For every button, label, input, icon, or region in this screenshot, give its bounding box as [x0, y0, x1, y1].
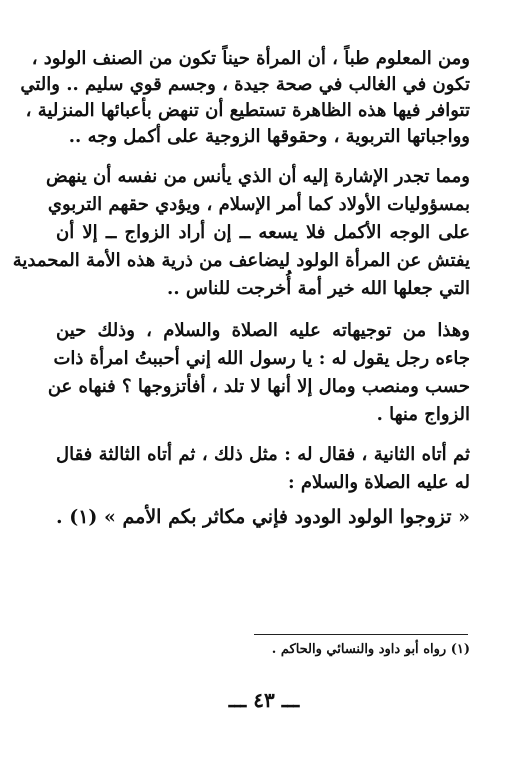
paragraph2-line: بمسؤوليات الأولاد كما أمر الإسلام ، ويؤدي حقهم التربوي: [47, 194, 470, 215]
paragraph3-line: وهذا من توجيهاته عليه الصلاة والسلام ، وذلك حين: [56, 320, 470, 341]
paragraph1-line: تكون في الغالب في صحة جيدة ، وجسم قوي سليم .. والتي: [20, 74, 470, 95]
paragraph1-line: وواجباتها التربوية ، وحقوقها الزوجية على أكمل وجه ..: [68, 126, 470, 147]
paragraph1-line: تتوافر فيها هذه الظاهرة تستطيع أن تنهض بأعبائها المنزلية ،: [25, 100, 470, 121]
paragraph2-line: ومما تجدر الإشارة إليه أن الذي يأنس من نفسه أن ينهض: [45, 166, 470, 187]
paragraph3-line: جاءه رجل يقول له : يا رسول الله إني أحببتُ امرأة ذات: [53, 348, 470, 369]
hadith-quote: « تزوجوا الولود الودود فإني مكاثر بكم الأمم » (١) .: [55, 506, 470, 528]
paragraph2-line: على الوجه الأكمل فلا يسعه ــ إن أراد الزواج ــ إلا أن: [56, 222, 470, 243]
paragraph3-line: الزواج منها .: [376, 404, 470, 425]
paragraph1-line: ومن المعلوم طباً ، أن المرأة حيناً تكون من الصنف الولود ،: [31, 48, 470, 69]
paragraph2-line: التي جعلها الله خير أمة أُخرجت للناس ..: [167, 278, 470, 299]
paragraph4-line: ثم أتاه الثانية ، فقال له : مثل ذلك ، ثم أتاه الثالثة فقال: [56, 444, 470, 465]
paragraph2-line: يفتش عن المرأة الولود ليضاعف من ذرية هذه الأمة المحمدية: [12, 250, 470, 271]
footnote: (١) رواه أبو داود والنسائي والحاكم .: [271, 642, 470, 657]
footnote-divider: [254, 634, 468, 635]
paragraph4-line: له عليه الصلاة والسلام :: [287, 472, 470, 493]
page-number: ـــ ٤٣ ـــ: [228, 688, 300, 712]
paragraph3-line: حسب ومنصب ومال إلا أنها لا تلد ، أفأتزوجها ؟ فنهاه عن: [47, 376, 470, 397]
